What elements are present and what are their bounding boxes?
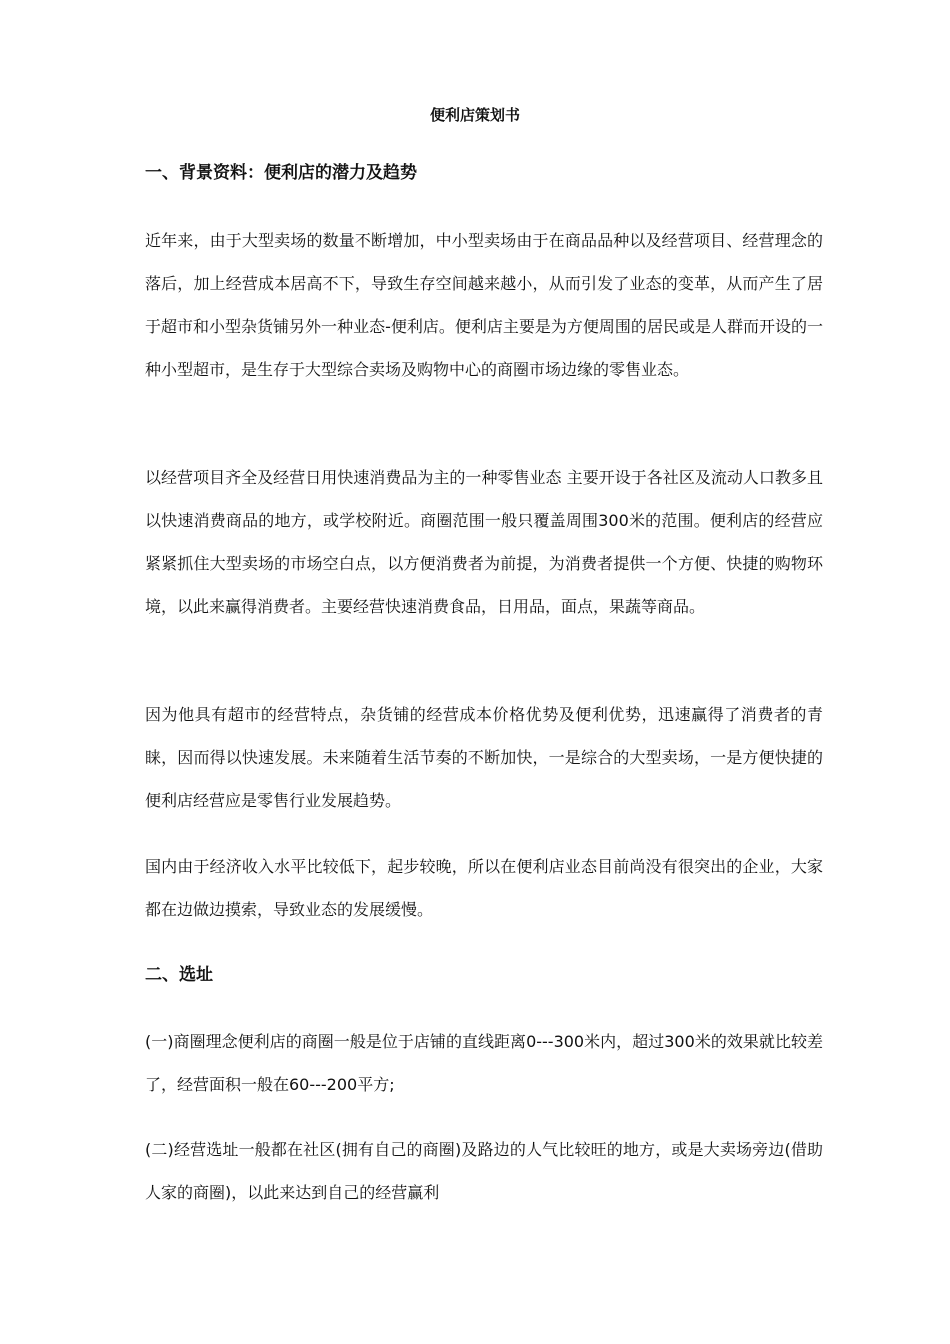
paragraph-background-2: 以经营项目齐全及经营日用快速消费品为主的一种零售业态 主要开设于各社区及流动人口教多且以快速消费商品的地方，或学校附近。商圈范围一般只覆盖周围300米的范围。便利店的经营应紧紧抓住大型卖场的市场空白点，以方便消费者为前提，为消费者提供一个方便、快捷的购物环境，以此来赢得消费者。主要经营快速消费食品，日用品，面点，果蔬等商品。 (145, 468, 823, 616)
paragraph-site-selection-2: (二)经营选址一般都在社区(拥有自己的商圈)及路边的人气比较旺的地方，或是大卖场旁边(借助人家的商圈)，以此来达到自己的经营赢利 (145, 1140, 823, 1202)
paragraph-background-3: 因为他具有超市的经营特点，杂货铺的经营成本价格优势及便利优势，迅速赢得了消费者的青睐，因而得以快速发展。未来随着生活节奏的不断加快，一是综合的大型卖场，一是方便快捷的便利店经营应是零售行业发展趋势。 (145, 705, 823, 810)
paragraph-site-selection-1: (一)商圈理念便利店的商圈一般是位于店铺的直线距离0---300米内，超过300米的效果就比较差了，经营面积一般在60---200平方; (145, 1032, 823, 1094)
paragraph-background-1: 近年来，由于大型卖场的数量不断增加，中小型卖场由于在商品品种以及经营项目、经营理念的落后，加上经营成本居高不下，导致生存空间越来越小，从而引发了业态的变革，从而产生了居于超市和小型杂货铺另外一种业态-便利店。便利店主要是为方便周围的居民或是人群而开设的一种小型超市，是生存于大型综合卖场及购物中心的商圈市场边缘的零售业态。 (145, 231, 823, 379)
section-heading-site-selection: 二、选址 (145, 965, 213, 985)
paragraph-background-4: 国内由于经济收入水平比较低下，起步较晚，所以在便利店业态目前尚没有很突出的企业，大家都在边做边摸索，导致业态的发展缓慢。 (145, 857, 823, 919)
section-heading-background: 一、背景资料：便利店的潜力及趋势 (145, 163, 417, 183)
document-title: 便利店策划书 (429, 106, 520, 124)
